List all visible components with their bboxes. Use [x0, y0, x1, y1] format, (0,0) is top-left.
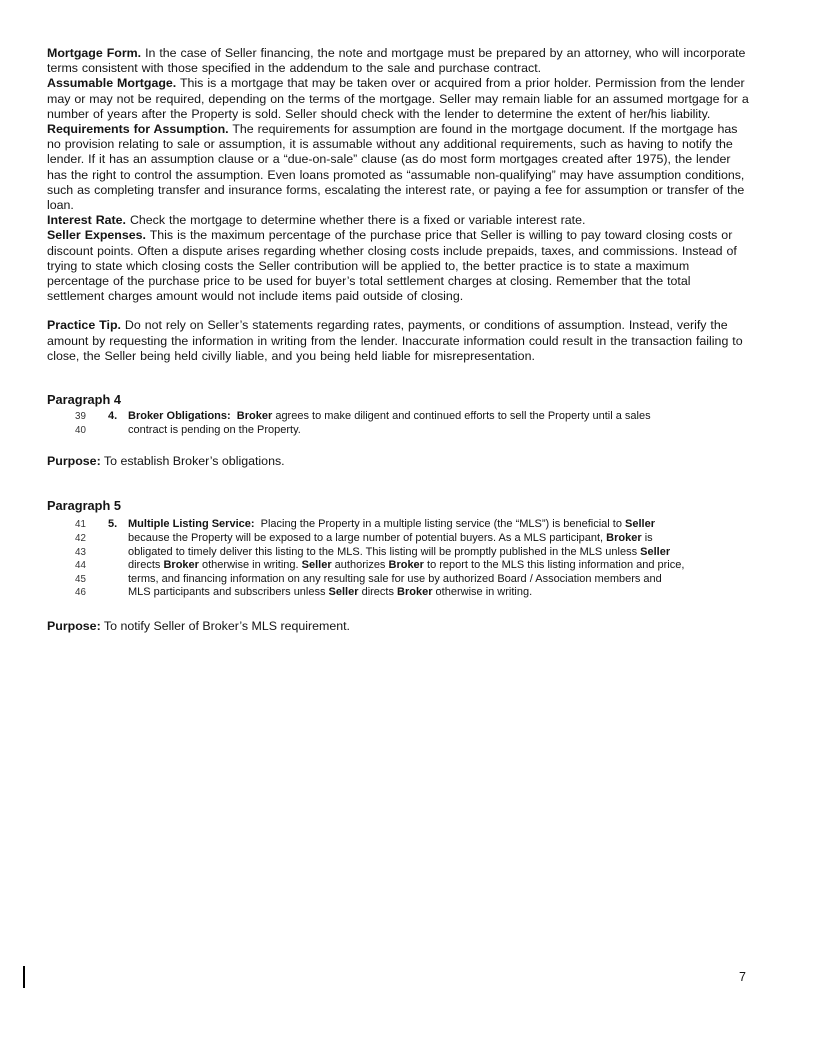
definition-term: Interest Rate.	[47, 213, 126, 228]
practice-tip-paragraph	[47, 318, 751, 364]
definition-paragraph	[47, 122, 751, 213]
margin-change-bar	[23, 966, 25, 988]
paragraph-4-excerpt	[47, 410, 751, 437]
excerpt-line	[47, 559, 751, 573]
line-text: obligated to timely deliver this listing to the MLS. This listing will be promptly published in the MLS unless Seller	[128, 545, 671, 558]
line-number: 41	[75, 519, 86, 531]
definition-term: Requirements for Assumption.	[47, 122, 229, 137]
definition-term: Seller Expenses.	[47, 228, 146, 243]
line-number: 42	[75, 533, 86, 545]
purpose-label: Purpose:	[47, 454, 101, 469]
line-number: 46	[75, 587, 86, 599]
definition-text: The requirements for assumption are found in the mortgage document. If the mortgage has no provision relating to sale or assumption, it is assumable without any additional requirements, such as having to notify the lender. If it has an assumption clause or a “due-on-sale” clause (as do most form mortgages created after 1975), the lender has the right to control the assumption. Even loans promoted as “assumable non-qualifying” may have assumption conditions, such as completing transfer and insurance forms, escalating the interest rate, or paying a fee for assumption or transfer of the loan.	[47, 122, 745, 213]
purpose-text: To establish Broker’s obligations.	[103, 454, 285, 469]
line-number: 40	[75, 424, 86, 436]
page-number: 7	[739, 970, 746, 984]
line-text: directs Broker otherwise in writing. Seller authorizes Broker to report to the MLS this listing information and price,	[128, 559, 685, 572]
definition-term: Assumable Mortgage.	[47, 76, 177, 91]
definition-text: This is a mortgage that may be taken over or acquired from a prior holder. Permission from the lender may or may not be required, depending on the terms of the mortgage. Seller may remain liable for an assumed mortgage for a number of years after the Property is sold. Seller should check with the lender to determine the extent of her/his liability.	[47, 76, 749, 121]
paragraph-4-heading: Paragraph 4	[47, 392, 121, 408]
line-number: 43	[75, 546, 86, 558]
practice-tip-text: Do not rely on Seller’s statements regarding rates, payments, or conditions of assumption. Instead, verify the amount by requesting the information in writing from the lender. Inaccurate information could result in the transaction failing to close, the Seller being held civilly liable, and you being held liable for misrepresentation.	[47, 318, 743, 363]
practice-tip-term: Practice Tip.	[47, 318, 121, 333]
definition-text: This is the maximum percentage of the purchase price that Seller is willing to pay toward closing costs or discount points. Often a dispute arises regarding whether closing costs include prepaids, taxes, and commissions. Instead of trying to state which closing costs the Seller contribution will be applied to, the better practice is to state a maximum percentage of the purchase price to be used for buyer’s total settlement charges at closing. Remember that the total settlement charges amount would not include items paid outside of closing.	[47, 228, 737, 304]
purpose-text: To notify Seller of Broker’s MLS requirement.	[103, 619, 351, 634]
line-text: MLS participants and subscribers unless Seller directs Broker otherwise in writing.	[128, 586, 533, 599]
item-number: 4.	[108, 410, 118, 423]
line-number: 45	[75, 573, 86, 585]
definition-paragraph	[47, 228, 751, 304]
definition-text: In the case of Seller financing, the note and mortgage must be prepared by an attorney, who will incorporate terms consistent with those specified in the addendum to the sale and purchase contract.	[47, 46, 746, 76]
definition-paragraph	[47, 213, 751, 228]
paragraph-5-heading: Paragraph 5	[47, 498, 121, 514]
definition-text: Check the mortgage to determine whether there is a fixed or variable interest rate.	[129, 213, 586, 228]
definition-term: Mortgage Form.	[47, 46, 142, 60]
line-text: contract is pending on the Property.	[128, 423, 301, 436]
excerpt-line	[47, 573, 751, 587]
line-number: 44	[75, 560, 86, 572]
purpose-label: Purpose:	[47, 619, 101, 634]
excerpt-line	[47, 518, 751, 532]
line-text: Broker Obligations: Broker agrees to make diligent and continued efforts to sell the Property until a sales	[128, 410, 651, 423]
paragraph-4-purpose	[47, 454, 751, 469]
item-number: 5.	[108, 518, 118, 531]
excerpt-line	[47, 546, 751, 560]
paragraph-5-purpose	[47, 619, 751, 634]
excerpt-line	[47, 410, 751, 424]
excerpt-line	[47, 532, 751, 546]
line-text: because the Property will be exposed to a large number of potential buyers. As a MLS participant, Broker is	[128, 532, 653, 545]
definition-paragraph	[47, 46, 751, 76]
excerpt-line	[47, 424, 751, 438]
line-text: terms, and financing information on any resulting sale for use by authorized Board / Association members and	[128, 572, 662, 585]
definition-paragraph	[47, 76, 751, 122]
excerpt-line	[47, 586, 751, 600]
line-text: Multiple Listing Service: Placing the Property in a multiple listing service (the “MLS”) is beneficial to Seller	[128, 518, 655, 531]
line-number: 39	[75, 411, 86, 423]
paragraph-5-excerpt	[47, 518, 751, 600]
